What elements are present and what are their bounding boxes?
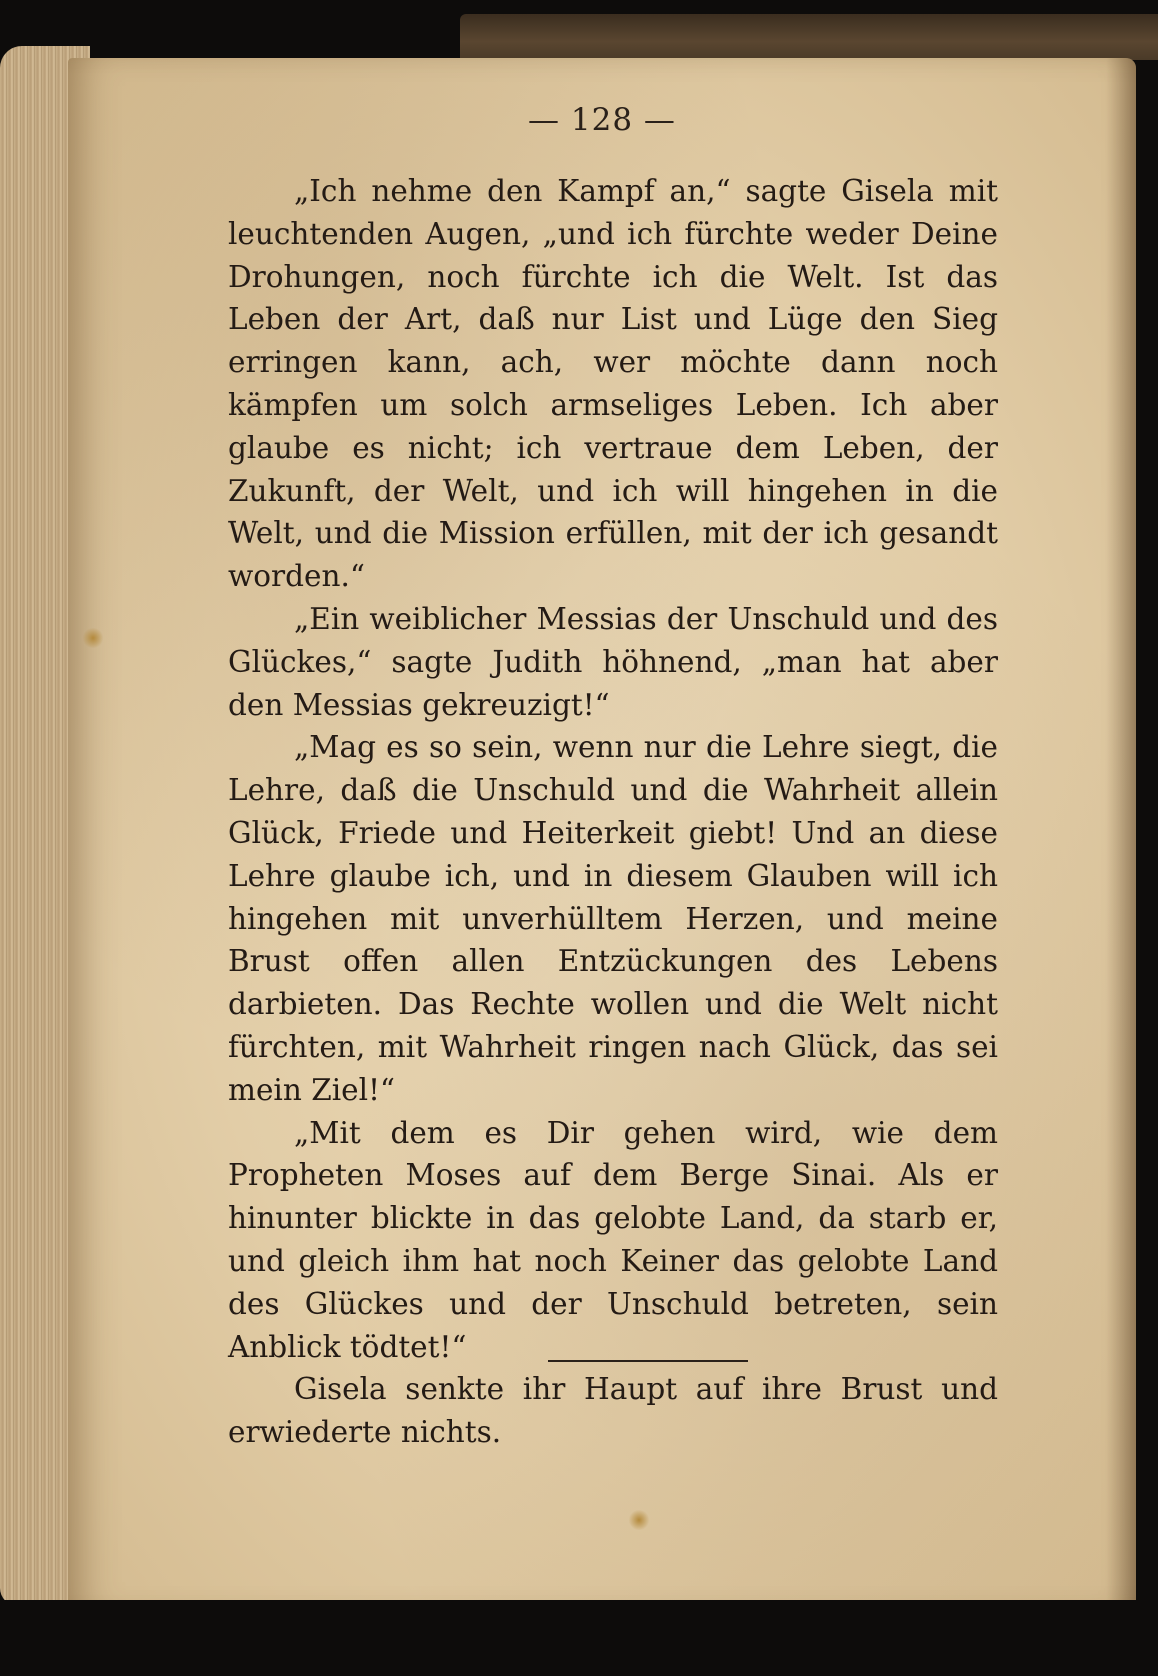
ink-stain <box>628 1510 650 1530</box>
spine-shadow <box>1106 58 1136 1610</box>
section-end-rule <box>548 1360 748 1362</box>
paragraph: „Ich nehme den Kampf an,“ sagte Gisela mit leuchtenden Augen, „und ich fürchte weder Deine Drohungen, noch fürchte ich die Welt. Ist das Leben der Art, daß nur List und Lüge den Sieg erringen kann, ach, wer möchte dann noch kämpfen um solch armseliges Leben. Ich aber glaube es nicht; ich vertraue dem Leben, der Zukunft, der Welt, und ich will hingehen in die Welt, und die Mission erfüllen, mit der ich gesandt worden.“ <box>228 174 998 594</box>
scan-bottom-frame <box>0 1600 1158 1676</box>
paragraph: Gisela senkte ihr Haupt auf ihre Brust und erwiederte nichts. <box>228 1372 998 1450</box>
body-text <box>228 170 998 1454</box>
paragraph: „Ein weiblicher Messias der Unschuld und des Glückes,“ sagte Judith höhnend, „man hat aber den Messias gekreuzigt!“ <box>228 601 998 722</box>
paragraph: „Mit dem es Dir gehen wird, wie dem Propheten Moses auf dem Berge Sinai. Als er hinunter blickte in das gelobte Land, da starb er, und gleich ihm hat noch Keiner das gelobte Land des Glückes und der Unschuld betreten, sein Anblick tödtet!“ <box>228 1115 998 1364</box>
ink-stain <box>82 628 104 648</box>
paragraph: „Mag es so sein, wenn nur die Lehre siegt, die Lehre, daß die Unschuld und die Wahrheit allein Glück, Friede und Heiterkeit giebt! Und an diese Lehre glaube ich, und in diesem Glauben will ich hingehen mit unverhülltem Herzen, und meine Brust offen allen Entzückungen des Lebens darbieten. Das Rechte wollen und die Welt nicht fürchten, mit Wahrheit ringen nach Glück, das sei mein Ziel!“ <box>228 730 998 1107</box>
book-page <box>68 58 1136 1610</box>
book-cover-edge <box>460 14 1158 60</box>
page-number: — 128 — <box>528 102 676 138</box>
